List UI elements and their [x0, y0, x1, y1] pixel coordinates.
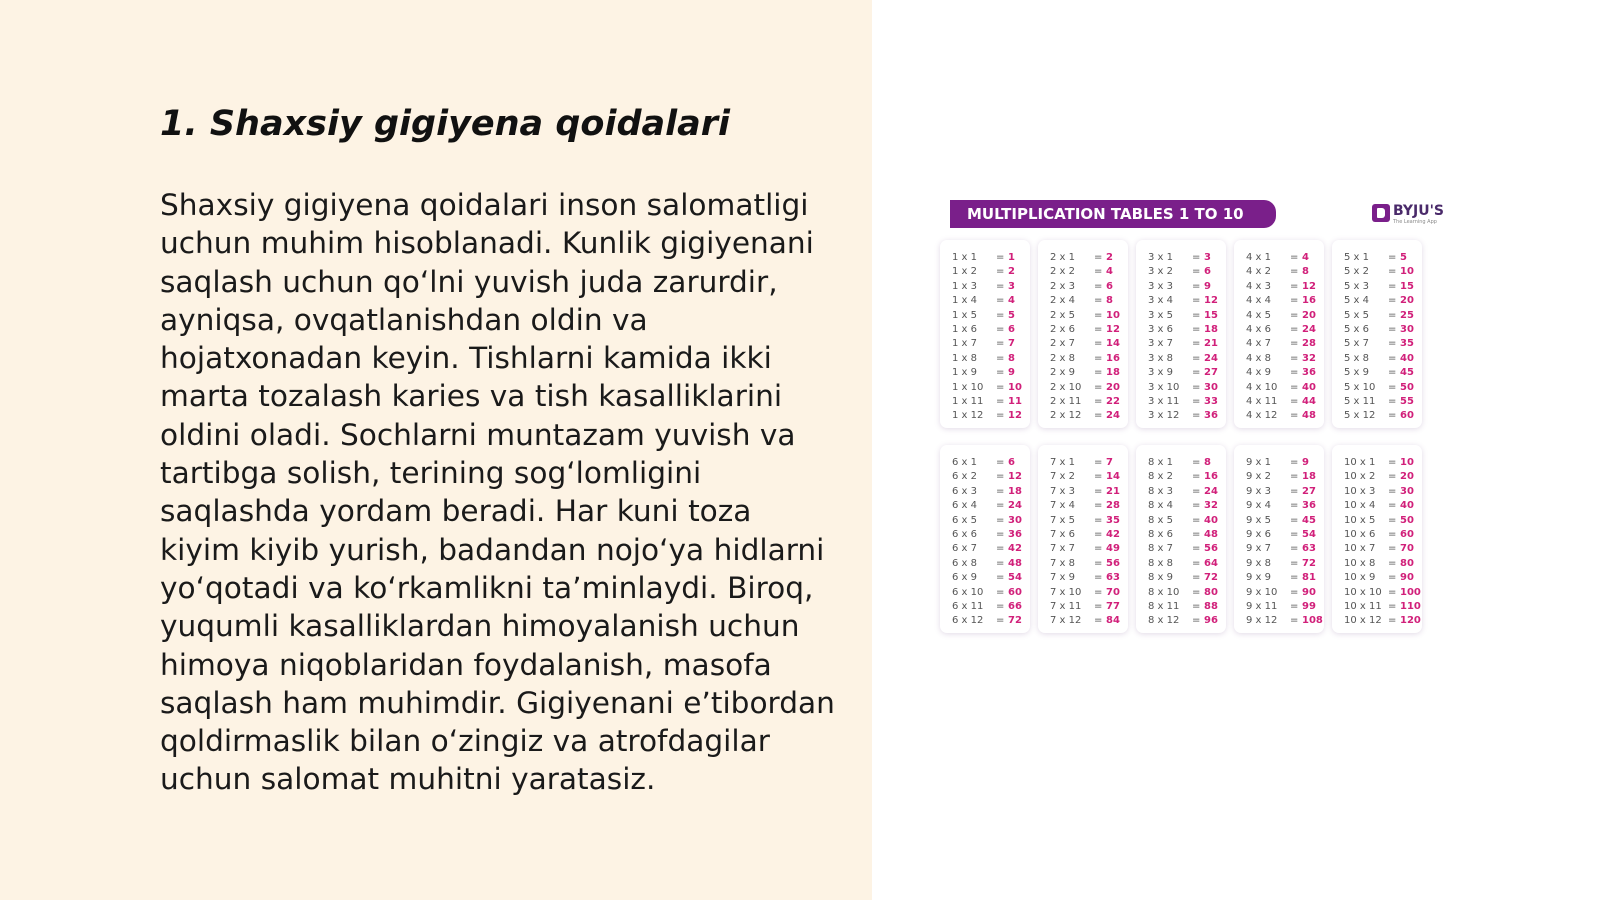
table-row: 8 x 4 = 32: [1148, 500, 1218, 512]
table-row: 4 x 10 = 40: [1246, 381, 1316, 393]
table-card-5: [1332, 240, 1422, 428]
table-row: 4 x 2 = 8: [1246, 266, 1309, 278]
multiplication-table-image: [940, 192, 1450, 652]
table-row: 2 x 11 = 22: [1050, 396, 1120, 408]
body-line: oldini oladi. Sochlarni muntazam yuvish va: [160, 417, 796, 452]
table-row: 3 x 4 = 12: [1148, 295, 1218, 307]
table-row: 3 x 1 = 3: [1148, 252, 1211, 263]
table-row: 10 x 9 = 90: [1344, 572, 1414, 584]
table-row: 8 x 1 = 8: [1148, 457, 1211, 468]
table-row: 2 x 6 = 12: [1050, 324, 1120, 336]
table-row: 5 x 12 = 60: [1344, 410, 1414, 422]
table-row: 1 x 11 = 11: [952, 396, 1022, 408]
table-row: 9 x 9 = 81: [1246, 572, 1316, 584]
table-row: 7 x 1 = 7: [1050, 457, 1113, 468]
table-row: 1 x 2 = 2: [952, 266, 1015, 278]
table-row: 4 x 7 = 28: [1246, 338, 1316, 350]
table-row: 8 x 8 = 64: [1148, 557, 1218, 569]
table-row: 3 x 10 = 30: [1148, 381, 1218, 393]
table-row: 2 x 1 = 2: [1050, 252, 1113, 263]
table-row: 1 x 7 = 7: [952, 338, 1015, 350]
table-card-1: [940, 240, 1030, 428]
table-row: 9 x 3 = 27: [1246, 485, 1316, 497]
table-row: 7 x 4 = 28: [1050, 500, 1120, 512]
table-row: 9 x 12 = 108: [1246, 615, 1323, 627]
table-card-3: [1136, 240, 1226, 428]
table-row: 10 x 5 = 50: [1344, 514, 1414, 526]
table-card-9: [1234, 445, 1324, 633]
table-row: 7 x 11 = 77: [1050, 601, 1120, 613]
table-row: 4 x 3 = 12: [1246, 280, 1316, 292]
table-row: 5 x 3 = 15: [1344, 280, 1414, 292]
table-row: 10 x 6 = 60: [1344, 529, 1414, 541]
table-row: 7 x 2 = 14: [1050, 471, 1120, 483]
brand-logo: [1372, 204, 1444, 228]
table-row: 7 x 3 = 21: [1050, 485, 1120, 497]
table-card-8: [1136, 445, 1226, 633]
table-row: 6 x 11 = 66: [952, 601, 1022, 613]
table-row: 2 x 3 = 6: [1050, 280, 1113, 292]
brand-icon: [1372, 204, 1390, 222]
table-row: 3 x 9 = 27: [1148, 367, 1218, 379]
table-row: 9 x 8 = 72: [1246, 557, 1316, 569]
table-row: 6 x 4 = 24: [952, 500, 1022, 512]
table-card-6: [940, 445, 1030, 633]
table-row: 3 x 8 = 24: [1148, 352, 1218, 364]
body-line: ayniqsa, ovqatlanishdan oldin va: [160, 302, 648, 337]
table-row: 9 x 1 = 9: [1246, 457, 1309, 468]
table-row: 7 x 8 = 56: [1050, 557, 1120, 569]
table-row: 8 x 12 = 96: [1148, 615, 1218, 627]
table-row: 8 x 9 = 72: [1148, 572, 1218, 584]
table-row: 2 x 10 = 20: [1050, 381, 1120, 393]
body-line: hojatxonadan keyin. Tishlarni kamida ikki: [160, 341, 772, 376]
table-row: 10 x 8 = 80: [1344, 557, 1414, 569]
brand-tagline: The Learning App: [1393, 219, 1437, 225]
table-row: 9 x 7 = 63: [1246, 543, 1316, 555]
body-line: qoldirmaslik bilan o‘zingiz va atrofdagilar: [160, 724, 770, 759]
table-card-10: [1332, 445, 1422, 633]
table-row: 10 x 11 = 110: [1344, 601, 1421, 613]
table-row: 7 x 6 = 42: [1050, 529, 1120, 541]
table-card-4: [1234, 240, 1324, 428]
table-row: 8 x 7 = 56: [1148, 543, 1218, 555]
table-row: 5 x 6 = 30: [1344, 324, 1414, 336]
table-row: 9 x 11 = 99: [1246, 601, 1316, 613]
table-row: 10 x 7 = 70: [1344, 543, 1414, 555]
table-row: 6 x 3 = 18: [952, 485, 1022, 497]
table-row: 9 x 10 = 90: [1246, 586, 1316, 598]
table-row: 4 x 5 = 20: [1246, 309, 1316, 321]
table-row: 10 x 12 = 120: [1344, 615, 1421, 627]
table-row: 8 x 11 = 88: [1148, 601, 1218, 613]
body-line: kiyim kiyib yurish, badandan nojo‘ya hidlarni: [160, 532, 825, 567]
table-row: 3 x 6 = 18: [1148, 324, 1218, 336]
table-row: 3 x 7 = 21: [1148, 338, 1218, 350]
table-row: 1 x 6 = 6: [952, 324, 1015, 336]
table-row: 1 x 3 = 3: [952, 280, 1015, 292]
table-row: 7 x 5 = 35: [1050, 514, 1120, 526]
body-line: saqlash ham muhimdir. Gigiyenani e’tibordan: [160, 685, 835, 720]
table-row: 3 x 5 = 15: [1148, 309, 1218, 321]
table-row: 2 x 5 = 10: [1050, 309, 1120, 321]
table-row: 10 x 2 = 20: [1344, 471, 1414, 483]
table-row: 7 x 12 = 84: [1050, 615, 1120, 627]
table-row: 1 x 9 = 9: [952, 367, 1015, 379]
table-banner: MULTIPLICATION TABLES 1 TO 10: [950, 200, 1276, 228]
table-row: 1 x 1 = 1: [952, 252, 1015, 263]
table-row: 7 x 9 = 63: [1050, 572, 1120, 584]
table-row: 8 x 10 = 80: [1148, 586, 1218, 598]
table-card-2: [1038, 240, 1128, 428]
table-row: 6 x 2 = 12: [952, 471, 1022, 483]
table-row: 3 x 11 = 33: [1148, 396, 1218, 408]
body-line: saqlashda yordam beradi. Har kuni toza: [160, 494, 752, 529]
table-row: 6 x 10 = 60: [952, 586, 1022, 598]
table-row: 1 x 5 = 5: [952, 309, 1015, 321]
body-line: marta tozalash karies va tish kasalliklarini: [160, 379, 783, 414]
table-row: 5 x 1 = 5: [1344, 252, 1407, 263]
table-row: 6 x 9 = 54: [952, 572, 1022, 584]
table-row: 8 x 5 = 40: [1148, 514, 1218, 526]
table-row: 5 x 2 = 10: [1344, 266, 1414, 278]
table-row: 1 x 4 = 4: [952, 295, 1015, 307]
table-row: 5 x 8 = 40: [1344, 352, 1414, 364]
table-row: 5 x 10 = 50: [1344, 381, 1414, 393]
body-line: yo‘qotadi va ko‘rkamlikni ta’minlaydi. Biroq,: [160, 570, 814, 605]
table-row: 3 x 2 = 6: [1148, 266, 1211, 278]
table-row: 3 x 12 = 36: [1148, 410, 1218, 422]
table-row: 3 x 3 = 9: [1148, 280, 1211, 292]
table-row: 1 x 12 = 12: [952, 410, 1022, 422]
slide-title: 1. Shaxsiy gigiyena qoidalari: [160, 104, 730, 144]
table-row: 9 x 2 = 18: [1246, 471, 1316, 483]
table-row: 2 x 9 = 18: [1050, 367, 1120, 379]
table-row: 2 x 8 = 16: [1050, 352, 1120, 364]
table-row: 2 x 4 = 8: [1050, 295, 1113, 307]
body-line: tartibga solish, terining sog‘lomligini: [160, 456, 702, 491]
table-row: 7 x 7 = 49: [1050, 543, 1120, 555]
table-row: 2 x 12 = 24: [1050, 410, 1120, 422]
table-row: 2 x 7 = 14: [1050, 338, 1120, 350]
table-row: 10 x 1 = 10: [1344, 457, 1414, 468]
table-row: 5 x 7 = 35: [1344, 338, 1414, 350]
table-row: 4 x 8 = 32: [1246, 352, 1316, 364]
table-row: 5 x 11 = 55: [1344, 396, 1414, 408]
body-line: yuqumli kasalliklardan himoyalanish uchun: [160, 609, 800, 644]
table-row: 4 x 1 = 4: [1246, 252, 1309, 263]
table-row: 6 x 12 = 72: [952, 615, 1022, 627]
body-line: himoya niqoblaridan foydalanish, masofa: [160, 647, 772, 682]
table-row: 5 x 9 = 45: [1344, 367, 1414, 379]
table-row: 7 x 10 = 70: [1050, 586, 1120, 598]
table-row: 2 x 2 = 4: [1050, 266, 1113, 278]
table-row: 6 x 1 = 6: [952, 457, 1015, 468]
table-row: 4 x 4 = 16: [1246, 295, 1316, 307]
table-row: 9 x 6 = 54: [1246, 529, 1316, 541]
table-row: 4 x 12 = 48: [1246, 410, 1316, 422]
table-row: 4 x 6 = 24: [1246, 324, 1316, 336]
table-row: 5 x 4 = 20: [1344, 295, 1414, 307]
table-row: 10 x 4 = 40: [1344, 500, 1414, 512]
table-row: 4 x 9 = 36: [1246, 367, 1316, 379]
table-row: 6 x 6 = 36: [952, 529, 1022, 541]
table-row: 6 x 8 = 48: [952, 557, 1022, 569]
table-row: 6 x 7 = 42: [952, 543, 1022, 555]
table-row: 9 x 5 = 45: [1246, 514, 1316, 526]
table-row: 8 x 3 = 24: [1148, 485, 1218, 497]
table-row: 1 x 10 = 10: [952, 381, 1022, 393]
table-row: 10 x 10 = 100: [1344, 586, 1421, 598]
brand-name: BYJU'S: [1393, 203, 1444, 219]
table-card-7: [1038, 445, 1128, 633]
table-row: 8 x 6 = 48: [1148, 529, 1218, 541]
table-row: 4 x 11 = 44: [1246, 396, 1316, 408]
body-line: saqlash uchun qo‘lni yuvish juda zarurdir,: [160, 264, 778, 299]
table-row: 8 x 2 = 16: [1148, 471, 1218, 483]
body-line: Shaxsiy gigiyena qoidalari inson salomatligi: [160, 188, 809, 222]
table-row: 5 x 5 = 25: [1344, 309, 1414, 321]
table-row: 6 x 5 = 30: [952, 514, 1022, 526]
slide-body-text: [160, 186, 850, 799]
table-row: 9 x 4 = 36: [1246, 500, 1316, 512]
body-line: uchun muhim hisoblanadi. Kunlik gigiyenani: [160, 226, 814, 261]
table-row: 10 x 3 = 30: [1344, 485, 1414, 497]
body-line: uchun salomat muhitni yaratasiz.: [160, 762, 656, 797]
table-row: 1 x 8 = 8: [952, 352, 1015, 364]
